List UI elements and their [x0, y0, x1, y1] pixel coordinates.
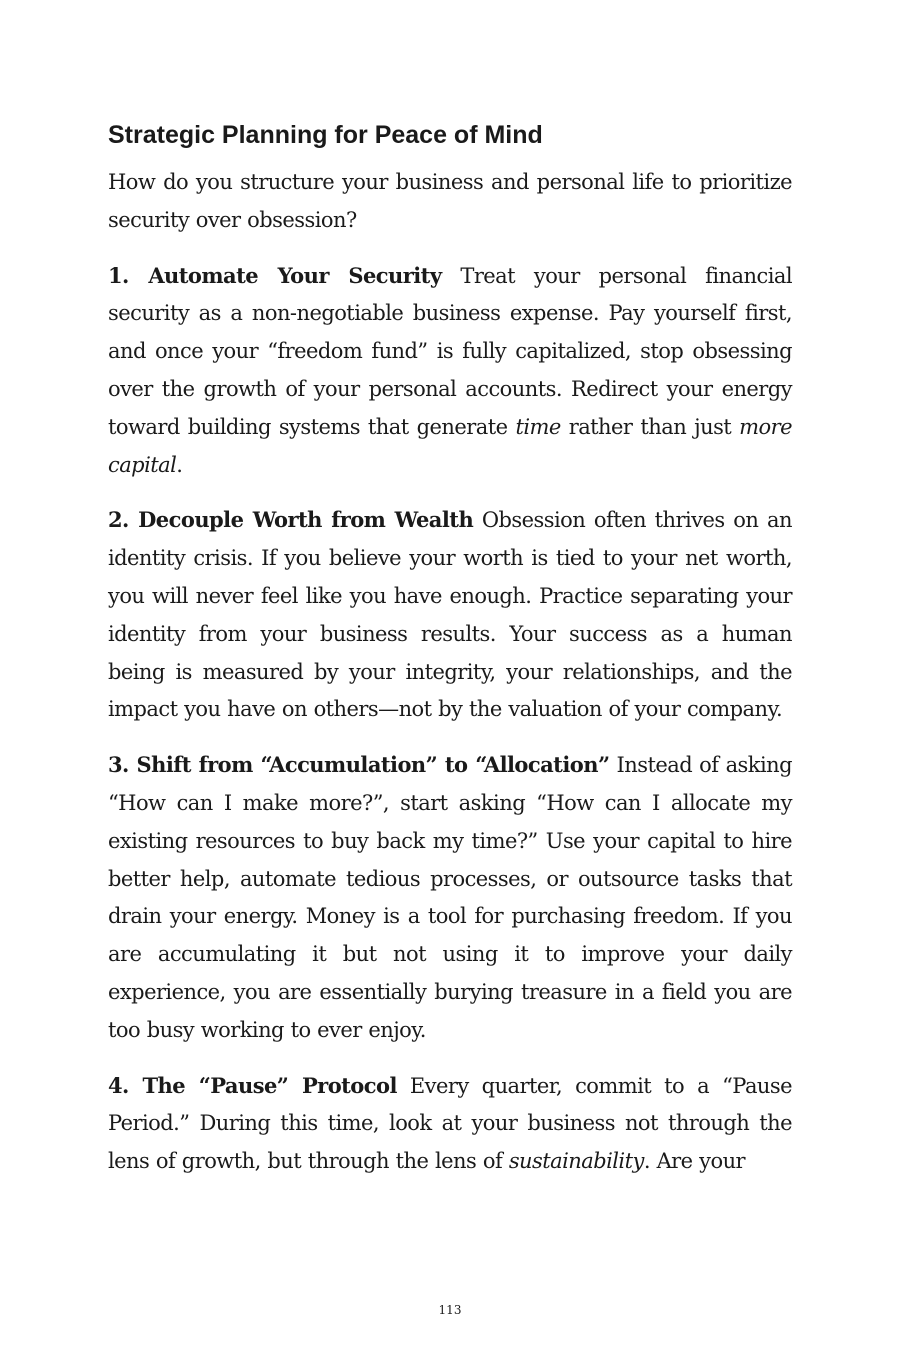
section-1-paragraph [108, 257, 792, 485]
section-1-text: Treat your personal financial security as a non-negotiable business expense. Pay yourself first, and once your “freedom fund” is fully capitalized, stop obsessing over the growth of your personal accounts. Redirect your energy toward building systems that generate [108, 263, 792, 439]
section-1-emphasis-capital: more capital [108, 414, 792, 477]
section-4-emphasis-sustainability: sustainability [508, 1149, 644, 1174]
section-2-text: Obsession often thrives on an identity crisis. If you believe your worth is tied to your net worth, you will never feel like you have enough. Practice separating your identity from your business results. Your success as a human being is measured by your integrity, your relationships, and the impact you have on others—not by the valuation of your company. [108, 508, 792, 722]
section-1-text-2: rather than just [560, 414, 740, 439]
page-content [108, 118, 792, 1198]
section-1-title: 1. Automate Your Security [108, 262, 442, 288]
section-4-title: 4. The “Pause” Protocol [108, 1072, 397, 1098]
section-4-text-2: . Are your [643, 1149, 746, 1174]
section-4-text: Every quarter, commit to a “Pause Period.” During this time, look at your business not through the lens of growth, but through the lens of [108, 1073, 792, 1174]
section-3-title: 3. Shift from “Accumulation” to “Allocation” [108, 752, 610, 778]
page-number: 113 [438, 1303, 462, 1317]
section-heading: Strategic Planning for Peace of Mind [108, 121, 543, 149]
section-1-text-3: . [176, 452, 183, 477]
section-1-emphasis-time: time [515, 414, 561, 439]
section-2-paragraph [108, 501, 792, 729]
section-3-text: Instead of asking “How can I make more?”, start asking “How can I allocate my existing resources to buy back my time?” Use your capital to hire better help, automate tedious processes, or outsource tasks that drain your energy. Money is a tool for purchasing freedom. If you are accumulating it but not using it to improve your daily experience, you are essentially burying treasure in a field you are too busy working to ever enjoy. [108, 753, 792, 1042]
intro-paragraph: How do you structure your business and personal life to prioritize security over obsession? [108, 170, 792, 232]
section-2-title: 2. Decouple Worth from Wealth [108, 507, 474, 533]
section-3-paragraph [108, 746, 792, 1049]
section-4-paragraph [108, 1067, 792, 1181]
